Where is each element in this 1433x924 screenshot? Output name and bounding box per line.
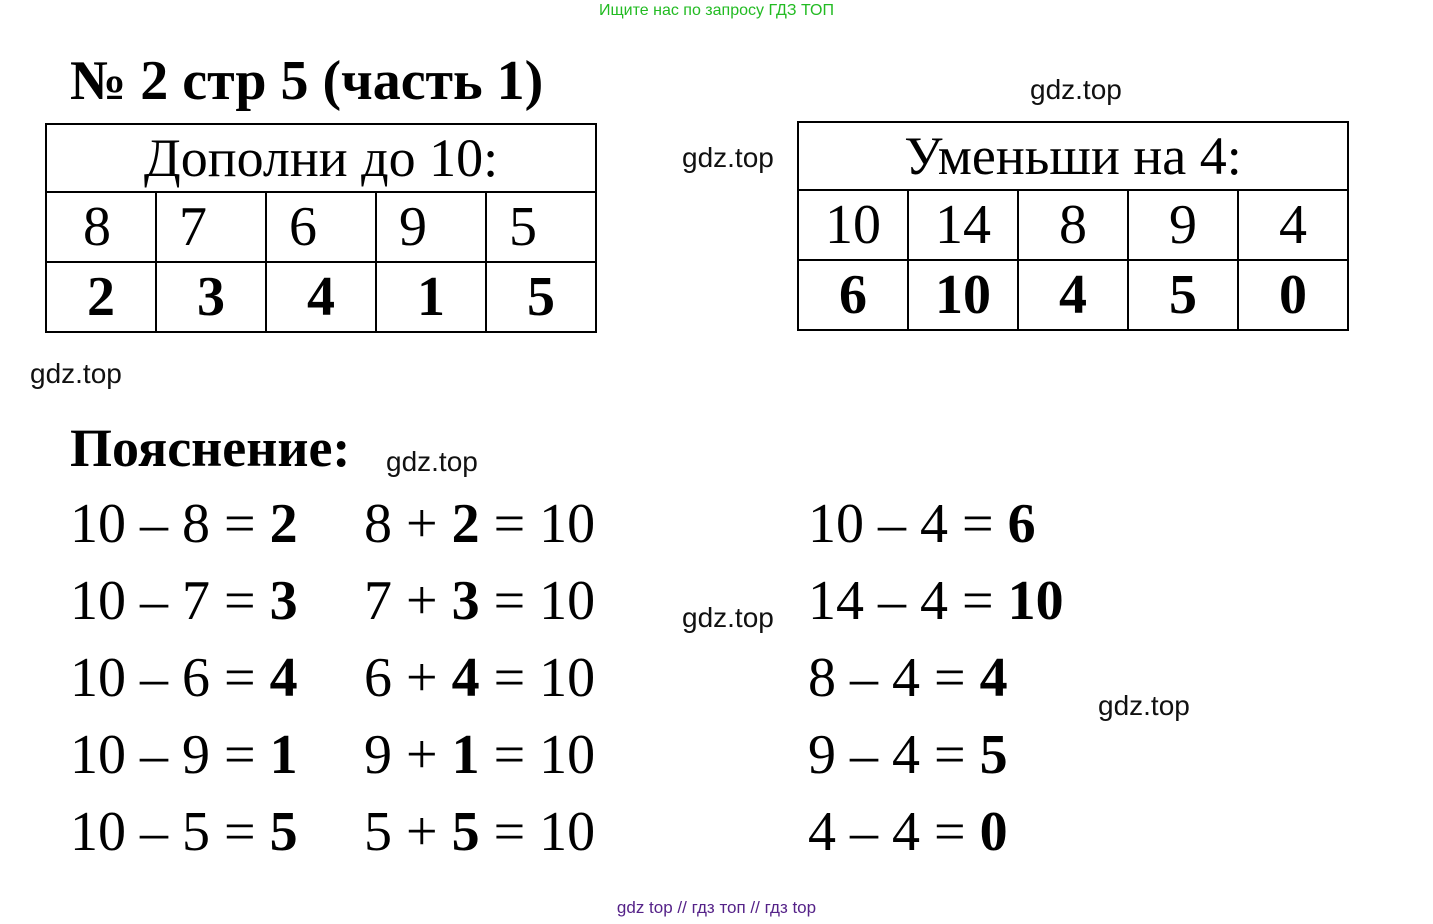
equation: 8 – 4 = 4	[808, 647, 1008, 709]
table-cell: 9	[1128, 190, 1238, 260]
watermark: gdz.top	[1098, 690, 1190, 721]
table-header: Уменьши на 4:	[798, 122, 1348, 190]
table-row	[798, 190, 1348, 260]
equation: 10 – 5 = 5	[70, 801, 298, 863]
equation: 4 – 4 = 0	[808, 801, 1008, 863]
equation: 6 + 4 = 10	[364, 647, 596, 709]
answer-cell: 5	[1128, 260, 1238, 330]
page-title: № 2 стр 5 (часть 1)	[70, 50, 544, 112]
table-cell: 14	[908, 190, 1018, 260]
equation: 9 – 4 = 5	[808, 724, 1008, 786]
table-cell: 5	[486, 192, 596, 262]
table-row	[46, 192, 596, 262]
footer-watermark: gdz top // гдз топ // гдз top	[616, 898, 817, 917]
watermark: gdz.top	[30, 358, 122, 389]
answer-cell: 10	[908, 260, 1018, 330]
table-cell: 9	[376, 192, 486, 262]
answer-cell: 3	[156, 262, 266, 332]
watermark: gdz.top	[682, 142, 774, 173]
equation: 10 – 9 = 1	[70, 724, 298, 786]
complement-to-10-table	[45, 123, 597, 333]
table-cell: 6	[266, 192, 376, 262]
table-cell: 4	[1238, 190, 1348, 260]
answer-cell: 0	[1238, 260, 1348, 330]
equation: 7 + 3 = 10	[364, 570, 596, 632]
answer-cell: 1	[376, 262, 486, 332]
answer-cell: 4	[266, 262, 376, 332]
table-cell: 7	[156, 192, 266, 262]
search-banner: Ищите нас по запросу ГДЗ ТОП	[599, 2, 834, 19]
watermark: gdz.top	[386, 446, 478, 477]
equation: 10 – 4 = 6	[808, 493, 1036, 555]
equation: 8 + 2 = 10	[364, 493, 596, 555]
table-row	[46, 262, 596, 332]
watermark: gdz.top	[682, 602, 774, 633]
decrease-by-4-table	[797, 121, 1349, 331]
table-row	[798, 260, 1348, 330]
equation: 9 + 1 = 10	[364, 724, 596, 786]
table-header: Дополни до 10:	[46, 124, 596, 192]
answer-cell: 6	[798, 260, 908, 330]
table-cell: 8	[46, 192, 156, 262]
table-cell: 8	[1018, 190, 1128, 260]
answer-cell: 2	[46, 262, 156, 332]
equation: 10 – 8 = 2	[70, 493, 298, 555]
equation: 10 – 7 = 3	[70, 570, 298, 632]
answer-cell: 5	[486, 262, 596, 332]
answer-cell: 4	[1018, 260, 1128, 330]
table-cell: 10	[798, 190, 908, 260]
explanation-title: Пояснение:	[70, 418, 351, 478]
watermark: gdz.top	[1030, 74, 1122, 105]
equation: 5 + 5 = 10	[364, 801, 596, 863]
equation: 10 – 6 = 4	[70, 647, 298, 709]
equation: 14 – 4 = 10	[808, 570, 1064, 632]
